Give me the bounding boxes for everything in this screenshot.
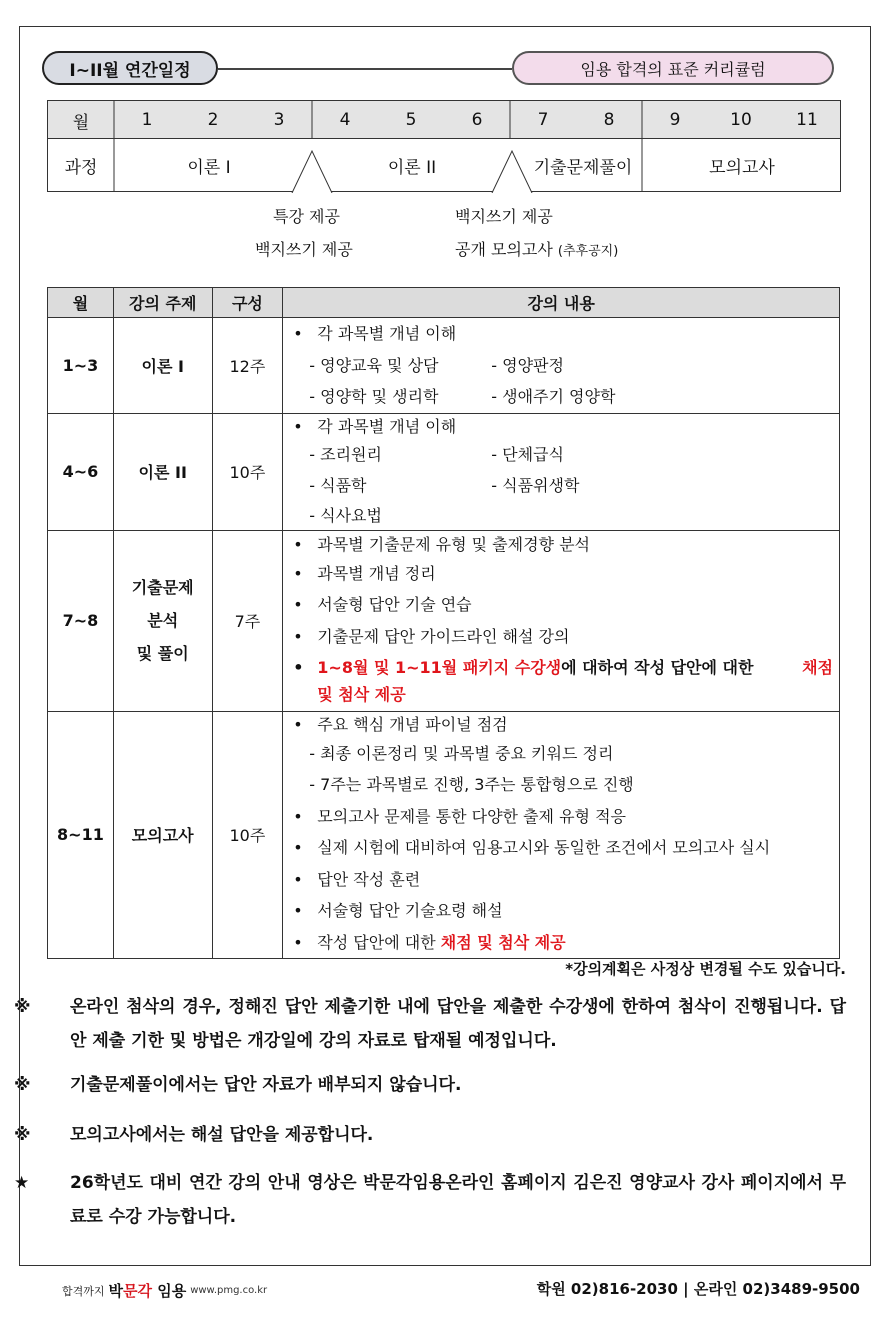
content-subitem: - 7주는 과목별로 진행, 3주는 통합형으로 진행 [309,775,634,794]
month-cell: 9 [669,110,681,130]
phase-theory-1: 이론 I [187,158,231,178]
phase-mock-exam: 모의고사 [709,158,775,178]
phase-past-exams: 기출문제풀이 [533,158,633,178]
notice-mark: ※ [14,1125,31,1145]
timeline-note [455,237,618,260]
schedule-change-note: *강의계획은 사정상 변경될 수도 있습니다. [565,960,846,978]
row-content [283,530,840,711]
header-divider [218,68,512,70]
content-bullet: • 서술형 답안 기술요령 해설 [291,895,833,927]
logo-brand-part: 문각 [123,1282,152,1300]
notice-past-exams [14,1068,846,1102]
content-bullet: • 과목별 기출문제 유형 및 출제경향 분석 [291,531,833,558]
bullet-text: 작성 답안에 대한 [317,932,441,952]
row-topic: 모의고사 [113,711,212,959]
row-topic [113,530,212,711]
logo-brand [109,1280,187,1301]
col-header-topic: 강의 주제 [113,288,212,318]
row-month: 8~11 [48,711,114,959]
highlight-text: 채점 및 첨삭 제공 [440,932,566,952]
timeline-note: 백지쓰기 제공 [455,207,553,226]
brand-logo[interactable] [62,1280,267,1301]
table-row [48,530,840,711]
course-table [47,287,840,959]
timeline-note: 백지쓰기 제공 [255,240,353,259]
subitem: - 식품위생학 [491,476,580,495]
content-subitems [291,350,833,382]
phase-theory-2: 이론 II [387,158,437,178]
notice-mark: ※ [14,1075,31,1095]
topic-line: 기출문제 [131,578,194,597]
notice-online-correction [14,990,846,1058]
content-bullet: • 모의고사 문제를 통한 다양한 출제 유형 적응 [291,801,833,833]
process-label: 과정 [64,158,98,178]
content-bullet: • 답안 작성 훈련 [291,864,833,896]
timeline-note: 특강 제공 [273,207,340,226]
highlight-text: 및 첨삭 제공 [317,684,406,704]
row-content [283,318,840,414]
month-cell: 5 [405,110,417,130]
notice-text: 온라인 첨삭의 경우, 정해진 답안 제출기한 내에 답안을 제출한 수강생에 한하여 첨삭이 진행됩니다. 답안 제출 기한 및 방법은 개강일에 강의 자료로 탑재될 예정입니다. [70,997,846,1051]
logo-prefix: 합격까지 [62,1284,105,1298]
month-cell: 6 [471,110,483,130]
row-weeks: 12주 [212,318,283,414]
notice-mock-exam [14,1118,846,1152]
notice-text: 기출문제풀이에서는 답안 자료가 배부되지 않습니다. [70,1075,462,1095]
col-header-structure: 구성 [212,288,283,318]
logo-url[interactable]: www.pmg.co.kr [190,1285,268,1296]
row-month: 1~3 [48,318,114,414]
subitem: - 영양학 및 생리학 [309,387,439,406]
row-topic: 이론 I [113,318,212,414]
table-header-row [48,288,840,318]
row-month: 7~8 [48,530,114,711]
timeline-note-small: (추후공지) [557,244,619,259]
content-bullet-highlight [291,927,833,959]
row-weeks: 10주 [212,711,283,959]
content-bullet: • 기출문제 답안 가이드라인 해설 강의 [291,621,833,653]
content-bullet: • 주요 핵심 개념 파이널 점검 [291,712,833,738]
row-content [283,711,840,959]
row-month: 4~6 [48,413,114,530]
content-subitems [291,439,833,471]
content-subitem: - 식사요법 [309,505,382,525]
footer-divider [19,1265,871,1266]
month-cell: 2 [207,110,219,130]
bullet-text: 에 대하여 작성 답안에 대한 [561,658,754,677]
content-bullet: • 실제 시험에 대비하여 임용고시와 동일한 조건에서 모의고사 실시 [291,832,833,864]
logo-brand-part: 임용 [152,1282,187,1300]
table-row [48,318,840,414]
col-header-content: 강의 내용 [283,288,840,318]
month-cell: 11 [796,110,818,130]
row-topic: 이론 II [113,413,212,530]
schedule-title: I~II월 연간일정 [42,51,218,85]
table-row [48,413,840,530]
table-row [48,711,840,959]
content-bullet-highlight [291,652,833,684]
month-cell: 8 [603,110,615,130]
subitem: - 식품학 [309,476,367,495]
highlight-text: 1~8월 및 1~11월 패키지 수강생 [317,658,562,677]
month-cell: 3 [273,110,285,130]
subitem: - 조리원리 [309,444,382,464]
content-subitems [291,381,833,413]
subitem: - 생애주기 영양학 [491,387,616,406]
row-weeks: 7주 [212,530,283,711]
content-bullet: • 각 과목별 개념 이해 [291,318,833,350]
month-header: 월 [72,112,90,133]
timeline-table [47,100,841,192]
notice-mark: ※ [14,997,31,1017]
timeline-note-text: 공개 모의고사 [455,240,553,259]
topic-line: 분석 [147,611,179,630]
curriculum-title: 임용 합격의 표준 커리큘럼 [512,51,834,85]
month-cell: 7 [537,110,549,130]
notice-text: 26학년도 대비 연간 강의 안내 영상은 박문각임용온라인 홈페이지 김은진 영양교사 강사 페이지에서 무료로 수강 가능합니다. [70,1173,846,1227]
content-bullet: • 각 과목별 개념 이해 [291,414,833,439]
star-icon: ★ [14,1173,30,1193]
month-cell: 4 [339,110,351,130]
col-header-month: 월 [48,288,114,318]
highlight-text: 채점 [802,658,833,677]
row-content [283,413,840,530]
notice-guide-video [14,1166,846,1234]
content-subitems [291,470,833,502]
subitem: - 단체급식 [491,444,564,464]
topic-line: 및 풀이 [136,644,189,663]
content-subitem: - 최종 이론정리 및 과목별 중요 키워드 정리 [309,743,614,763]
logo-brand-part: 박 [108,1282,124,1300]
subitem: - 영양교육 및 상담 [309,355,439,375]
content-bullet: • 서술형 답안 기술 연습 [291,589,833,621]
month-cell: 1 [141,110,153,130]
contact-info: 학원 02)816-2030 | 온라인 02)3489-9500 [536,1280,860,1298]
notice-text: 모의고사에서는 해설 답안을 제공합니다. [70,1125,374,1145]
content-continuation [291,684,833,710]
content-bullet: • 과목별 개념 정리 [291,558,833,590]
subitem: - 영양판정 [491,355,564,375]
month-cell: 10 [730,110,752,130]
row-weeks: 10주 [212,413,283,530]
